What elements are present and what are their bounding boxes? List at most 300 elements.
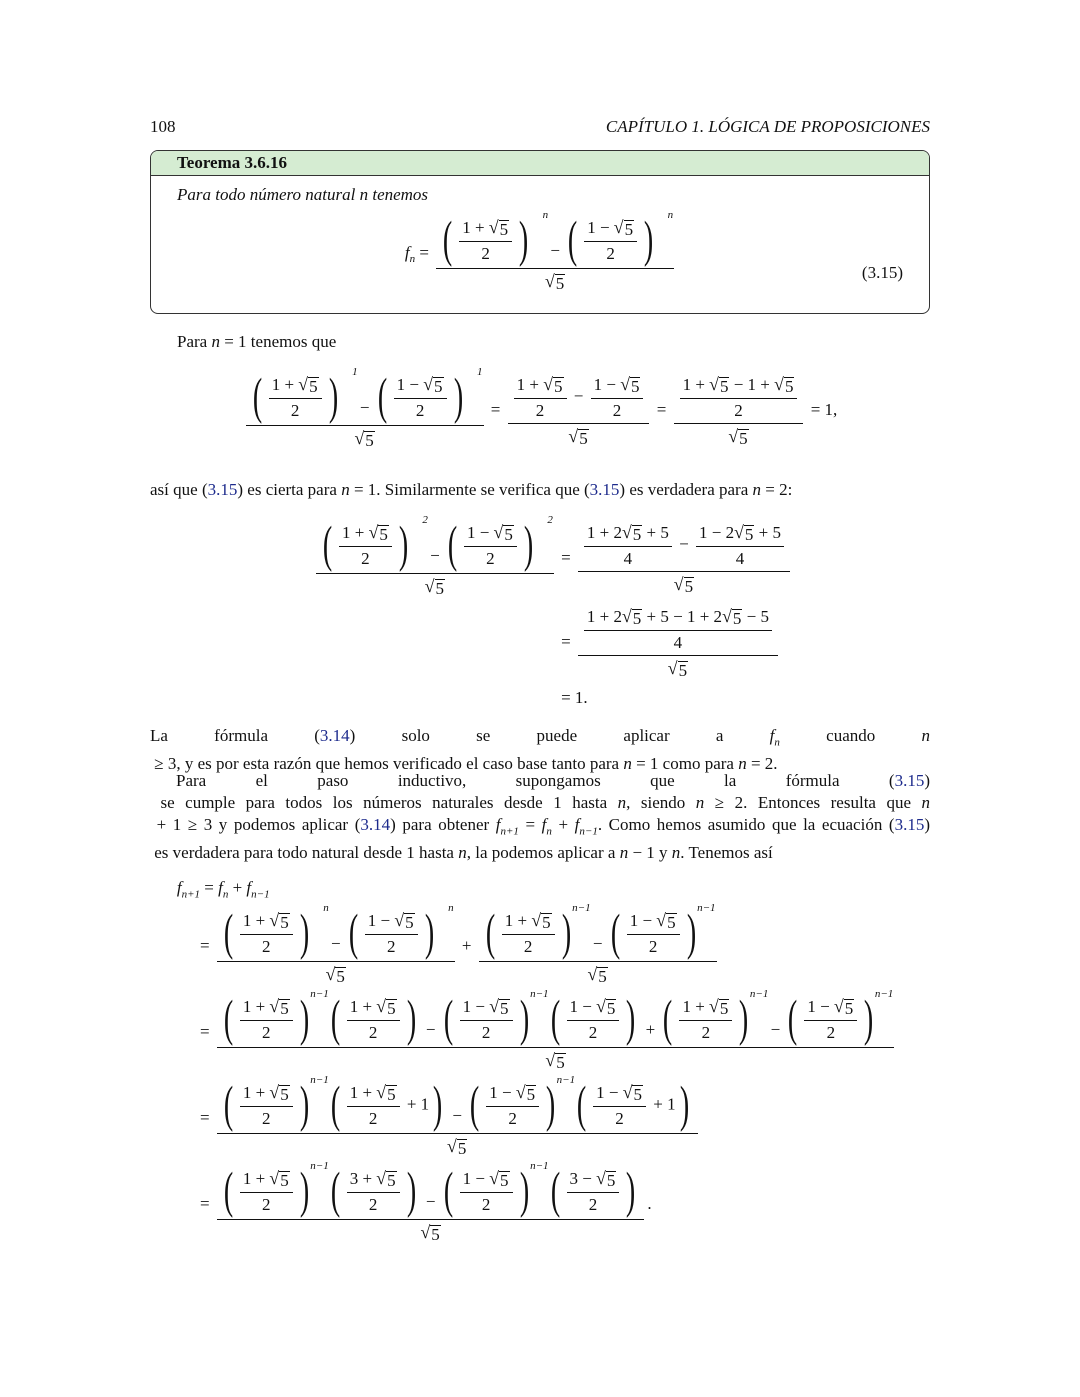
math-text: 4 (735, 548, 745, 568)
math-text: 2 (734, 400, 743, 420)
radical-sign-icon: √ (709, 996, 719, 1017)
exponent: n−1 (572, 902, 591, 915)
denominator (584, 631, 772, 653)
radicand: 5 (434, 377, 443, 397)
math-text: Para (177, 332, 212, 351)
numerator (584, 217, 637, 242)
math-text: ≥ 3, y es por esta razón que hemos verificado el caso base tanto para (150, 754, 624, 774)
numerator (486, 1082, 539, 1107)
parenthesized-group (439, 209, 549, 268)
equation-lhs (313, 602, 557, 684)
denominator (240, 1193, 293, 1215)
math-variable: n (671, 843, 681, 863)
numerator (502, 910, 555, 935)
equation-inductive (160, 874, 897, 1248)
math-text: + 5 (642, 523, 669, 543)
right-paren-icon: ) (864, 991, 874, 1048)
exponent: n−1 (310, 988, 329, 1001)
left-paren-icon: ( (223, 905, 234, 962)
equation-lhs (160, 874, 200, 904)
numerator (217, 902, 455, 962)
math-text: = 1 tenemos que (219, 332, 337, 351)
radicand: 5 (555, 274, 565, 293)
theorem-statement: Para todo número natural n tenemos (177, 185, 429, 204)
square-root (269, 1168, 289, 1190)
denominator (460, 1021, 513, 1043)
square-root (543, 374, 563, 396)
denominator (316, 574, 554, 598)
math-text: 1 + (271, 375, 299, 395)
square-root (728, 426, 748, 448)
fraction (240, 910, 293, 957)
math-variable: f (404, 242, 410, 262)
math-text: = 2: (761, 480, 793, 499)
radicand: 5 (435, 579, 445, 598)
numerator (459, 217, 512, 242)
radical-sign-icon: √ (734, 522, 744, 543)
math-text: 4 (623, 548, 633, 568)
paragraph-asi (150, 479, 930, 501)
denominator (508, 424, 650, 448)
numerator (593, 1082, 646, 1107)
parenthesized-group (220, 902, 329, 962)
group-content (457, 996, 516, 1043)
math-text: 2 (508, 1109, 517, 1128)
radical-sign-icon: √ (420, 1221, 431, 1242)
math-text: + (228, 878, 247, 897)
right-paren-icon: ) (545, 1077, 556, 1134)
radical-sign-icon: √ (489, 1168, 500, 1188)
math-text: − (588, 934, 607, 954)
equation-row (160, 874, 897, 904)
denominator (246, 426, 484, 450)
math-text: 1 − (462, 997, 490, 1017)
numerator (240, 910, 293, 935)
numerator (460, 996, 513, 1021)
equation-reference-link[interactable]: ( 3.15 ) (202, 480, 243, 499)
math-variable: n (921, 793, 930, 812)
paragraph-formula (150, 725, 930, 775)
math-text: 2 (368, 1023, 378, 1043)
math-variable: n (619, 843, 629, 863)
math-text: − (766, 1020, 785, 1040)
math-text: − (569, 386, 588, 406)
right-paren-icon: ) (406, 991, 416, 1048)
radicand: 5 (844, 999, 854, 1019)
math-text: 1 + (682, 375, 710, 395)
left-paren-icon: ( (330, 1077, 340, 1134)
equation-reference-link[interactable]: ( 3.14 ) (355, 815, 396, 834)
right-paren-icon: ) (299, 991, 309, 1048)
equation-rhs (557, 602, 793, 684)
math-text: 1 + (242, 1083, 270, 1103)
parenthesized-group (547, 1162, 640, 1219)
left-paren-icon: ( (443, 1162, 453, 1219)
left-paren-icon: ( (443, 212, 453, 268)
math-text: 2 (481, 1023, 491, 1043)
radicand: 5 (624, 220, 634, 240)
fraction (217, 902, 455, 987)
square-root (531, 910, 551, 932)
radical-sign-icon: √ (596, 996, 606, 1017)
group-content (237, 1168, 296, 1215)
math-text: es verdadera para (625, 480, 753, 499)
math-subscript: n (774, 736, 780, 749)
radical-sign-icon: √ (298, 374, 309, 395)
group-content (344, 1082, 429, 1129)
math-text: 1 + 2 (586, 606, 622, 626)
math-text: + 5 − 1 + 2 (642, 606, 723, 626)
radical-sign-icon: √ (728, 425, 739, 446)
math-text: = (200, 1107, 214, 1127)
group-content (237, 910, 296, 957)
left-paren-icon: ( (252, 369, 262, 425)
radicand: 5 (632, 608, 642, 628)
radical-sign-icon: √ (376, 1168, 387, 1188)
math-subscript: n−1 (579, 825, 598, 838)
numerator (246, 366, 484, 426)
square-root (568, 426, 588, 448)
square-root (494, 522, 514, 544)
equation-row (160, 1076, 897, 1162)
math-subscript: n (222, 888, 229, 901)
left-paren-icon: ( (610, 905, 620, 962)
denominator (240, 1021, 293, 1043)
math-text: La fórmula (150, 726, 315, 745)
parenthesized-group (564, 209, 674, 268)
right-paren-icon: ) (519, 1162, 529, 1219)
math-text: = (486, 399, 505, 419)
math-text: 2 (535, 400, 545, 420)
right-paren-icon: ) (643, 212, 654, 268)
math-text: 2 (415, 400, 425, 420)
fraction (578, 606, 778, 680)
radicand: 5 (632, 525, 642, 545)
math-text: 1 − (396, 375, 424, 395)
parenthesized-group (440, 1159, 549, 1219)
radical-sign-icon: √ (424, 576, 435, 596)
exponent: n−1 (556, 1074, 576, 1087)
math-text: + 1 ≥ 3 y podemos aplicar (150, 815, 355, 834)
parenthesized-group (220, 988, 329, 1048)
numerator (578, 606, 778, 656)
math-text: − (355, 398, 374, 417)
radicand: 5 (630, 377, 640, 397)
math-text: − 1 + (729, 375, 775, 395)
group-content (461, 522, 520, 569)
radicand: 5 (280, 999, 289, 1019)
math-variable: n (617, 793, 627, 812)
square-root (420, 1222, 440, 1244)
math-text: + 1 (648, 1094, 676, 1114)
numerator (394, 374, 447, 399)
right-paren-icon: ) (686, 905, 696, 962)
parenthesized-group (345, 902, 454, 962)
radical-sign-icon: √ (545, 1050, 556, 1071)
numerator (436, 209, 674, 269)
denominator (347, 1193, 400, 1215)
math-text: + (641, 1020, 660, 1040)
left-paren-icon: ( (223, 991, 234, 1048)
fraction (240, 996, 293, 1043)
fraction (217, 1074, 698, 1159)
equation-n2 (313, 516, 793, 712)
math-text: . Como hemos asumido que la ecuación (597, 815, 889, 834)
math-text: − 1 y (628, 843, 672, 863)
radical-sign-icon: √ (488, 217, 499, 238)
fraction (591, 374, 644, 421)
radicand: 5 (365, 431, 374, 450)
math-text: 2 (612, 400, 622, 420)
math-text: 2 (262, 937, 271, 957)
math-text: − (674, 534, 693, 554)
equation-lhs (160, 1076, 200, 1162)
denominator (460, 1193, 513, 1215)
math-text: + 5 (754, 523, 781, 543)
denominator (339, 547, 392, 569)
exponent: n−1 (310, 1159, 329, 1172)
left-paren-icon: ( (443, 991, 453, 1048)
math-variable: n (211, 332, 220, 351)
denominator (217, 962, 455, 986)
parenthesized-group (327, 1077, 446, 1134)
numerator (460, 1168, 513, 1193)
radical-sign-icon: √ (722, 605, 732, 626)
radical-sign-icon: √ (613, 217, 624, 238)
fraction (347, 1168, 400, 1215)
math-text: 2 (481, 243, 490, 263)
group-content (624, 910, 683, 957)
radical-sign-icon: √ (269, 910, 280, 931)
math-text: 1 + (462, 218, 489, 238)
math-text: solo se puede aplicar a (355, 726, 770, 745)
chapter-title: CAPÍTULO 1. LÓGICA DE PROPOSICIONES (605, 117, 930, 136)
left-paren-icon: ( (330, 991, 340, 1048)
math-text: 1 + (349, 1083, 377, 1103)
denominator (217, 1048, 894, 1072)
math-text: 2 (368, 1194, 378, 1214)
equation-rhs (200, 1076, 897, 1162)
radicand: 5 (526, 1085, 536, 1105)
math-text: 1 − (569, 997, 597, 1017)
parenthesized-group (482, 902, 591, 962)
denominator (567, 1021, 620, 1043)
square-root (622, 606, 642, 628)
math-text: 1 + 2 (586, 523, 622, 543)
parenthesized-group (784, 988, 894, 1048)
denominator (240, 1107, 293, 1129)
radicand: 5 (309, 377, 318, 397)
numerator (217, 1159, 645, 1220)
fraction (679, 996, 732, 1043)
radicand: 5 (719, 377, 729, 397)
right-paren-icon: ) (739, 991, 749, 1048)
denominator (680, 399, 798, 421)
theorem-equation (150, 209, 930, 293)
math-text: 1 + (349, 997, 377, 1017)
left-paren-icon: ( (330, 1162, 340, 1219)
fraction (804, 996, 857, 1043)
math-text: = 1 como para (631, 754, 739, 774)
math-text: 3 + (349, 1169, 377, 1188)
math-variable: f (218, 878, 223, 897)
math-variable: n (458, 843, 467, 863)
denominator (578, 656, 778, 680)
numerator (269, 374, 322, 399)
radicand: 5 (556, 1053, 565, 1073)
denominator (674, 424, 804, 448)
math-text: 2 (588, 1023, 598, 1043)
math-variable: f (176, 878, 182, 897)
numerator (217, 988, 894, 1048)
numerator (240, 1168, 293, 1193)
exponent: n (667, 209, 674, 221)
square-root (596, 1168, 616, 1190)
fraction (584, 522, 672, 569)
square-root (614, 217, 634, 239)
fraction (584, 606, 772, 653)
equation-rhs (200, 1159, 897, 1248)
square-root (269, 996, 289, 1018)
radical-sign-icon: √ (543, 374, 553, 395)
math-text: 2 (290, 400, 300, 420)
parenthesized-group (374, 366, 483, 425)
math-text: = (200, 1022, 214, 1042)
left-paren-icon: ( (223, 1077, 234, 1134)
math-subscript: n+1 (500, 825, 519, 838)
denominator (804, 1021, 857, 1043)
right-paren-icon: ) (523, 517, 533, 573)
numerator (479, 902, 717, 962)
math-text: 1 − (596, 1083, 623, 1103)
math-text: + (457, 936, 476, 956)
math-text: − (425, 546, 444, 565)
equation-reference-link[interactable]: ( 3.15 ) (584, 480, 625, 499)
math-text: − (448, 1106, 467, 1126)
math-text: = (200, 936, 214, 956)
equation-rhs (200, 874, 897, 904)
numerator (339, 522, 392, 547)
denominator (459, 242, 512, 264)
fraction (464, 522, 517, 569)
square-root (489, 996, 509, 1018)
left-paren-icon: ( (322, 517, 333, 573)
group-content (344, 1168, 403, 1215)
group-content (237, 1082, 296, 1129)
numerator (578, 522, 790, 572)
radicand: 5 (606, 999, 616, 1019)
math-variable: f (495, 815, 501, 834)
square-root (376, 1082, 396, 1104)
fraction (347, 996, 400, 1043)
parenthesized-group (327, 1162, 420, 1219)
denominator (217, 1220, 645, 1244)
equation-reference-link[interactable]: ( 3.14 ) (314, 726, 355, 745)
denominator (365, 935, 418, 957)
math-text: 2 (606, 243, 615, 263)
exponent: n−1 (874, 988, 894, 1001)
equation-lhs (160, 990, 200, 1076)
page-number: 108 (150, 117, 176, 136)
radicand: 5 (336, 967, 345, 987)
numerator (514, 374, 567, 399)
parenthesized-group (220, 1074, 329, 1134)
equation-reference-link[interactable]: ( 3.15 ) (889, 815, 930, 834)
math-text: 2 (826, 1023, 836, 1043)
radicand: 5 (542, 913, 551, 933)
radicand: 5 (598, 967, 607, 987)
radicand: 5 (499, 220, 509, 240)
square-root (269, 1082, 289, 1104)
radicand: 5 (579, 428, 588, 448)
math-text: + (551, 815, 575, 834)
numerator (567, 1168, 620, 1193)
fraction (365, 910, 418, 957)
group-content (581, 217, 640, 264)
math-variable: n (341, 480, 350, 499)
math-variable: n (738, 754, 747, 774)
parenthesized-group (607, 902, 716, 962)
radical-sign-icon: √ (394, 910, 405, 931)
square-root (489, 217, 509, 239)
math-text: = (518, 815, 542, 834)
numerator (240, 1082, 293, 1107)
math-variable: n (695, 793, 705, 812)
right-paren-icon: ) (453, 369, 463, 425)
math-text: 1 + (516, 375, 544, 395)
exponent: n (323, 902, 329, 915)
exponent: n−1 (530, 1159, 549, 1172)
math-text: Para el paso inductivo, supongamos que la fórmula (176, 771, 889, 790)
math-text: = (200, 1193, 214, 1213)
math-variable: f (246, 878, 252, 897)
group-content (564, 1168, 623, 1215)
fraction (460, 1168, 513, 1215)
left-paren-icon: ( (568, 212, 578, 268)
square-root (656, 910, 676, 932)
math-text: se cumple para todos los números naturales desde 1 hasta (150, 793, 618, 812)
equation-n1 (0, 366, 1080, 450)
equation-lhs (313, 516, 557, 602)
radical-sign-icon: √ (423, 374, 434, 395)
right-paren-icon: ) (299, 1077, 309, 1134)
radical-sign-icon: √ (269, 1082, 280, 1103)
fraction (246, 366, 484, 450)
math-text: . Tenemos así (680, 843, 773, 863)
numerator (217, 1074, 698, 1134)
math-text: 1 − 2 (698, 523, 735, 543)
radical-sign-icon: √ (622, 522, 632, 543)
parenthesized-group (440, 988, 549, 1048)
math-text: = (652, 399, 671, 419)
denominator (578, 572, 790, 596)
math-text: = (556, 631, 575, 651)
square-root (709, 996, 729, 1018)
square-root (489, 1168, 509, 1190)
equation-reference-link[interactable]: ( 3.15 ) (889, 771, 930, 790)
math-text: 2 (701, 1023, 711, 1043)
numerator (679, 996, 732, 1021)
denominator (584, 547, 672, 569)
fraction (567, 996, 620, 1043)
math-text: 2 (262, 1109, 271, 1128)
denominator (696, 547, 784, 569)
equation-row (160, 990, 897, 1076)
math-text: − (421, 1191, 440, 1211)
math-text: 1 + (682, 997, 710, 1017)
radical-sign-icon: √ (376, 1082, 387, 1103)
square-root (394, 910, 414, 932)
